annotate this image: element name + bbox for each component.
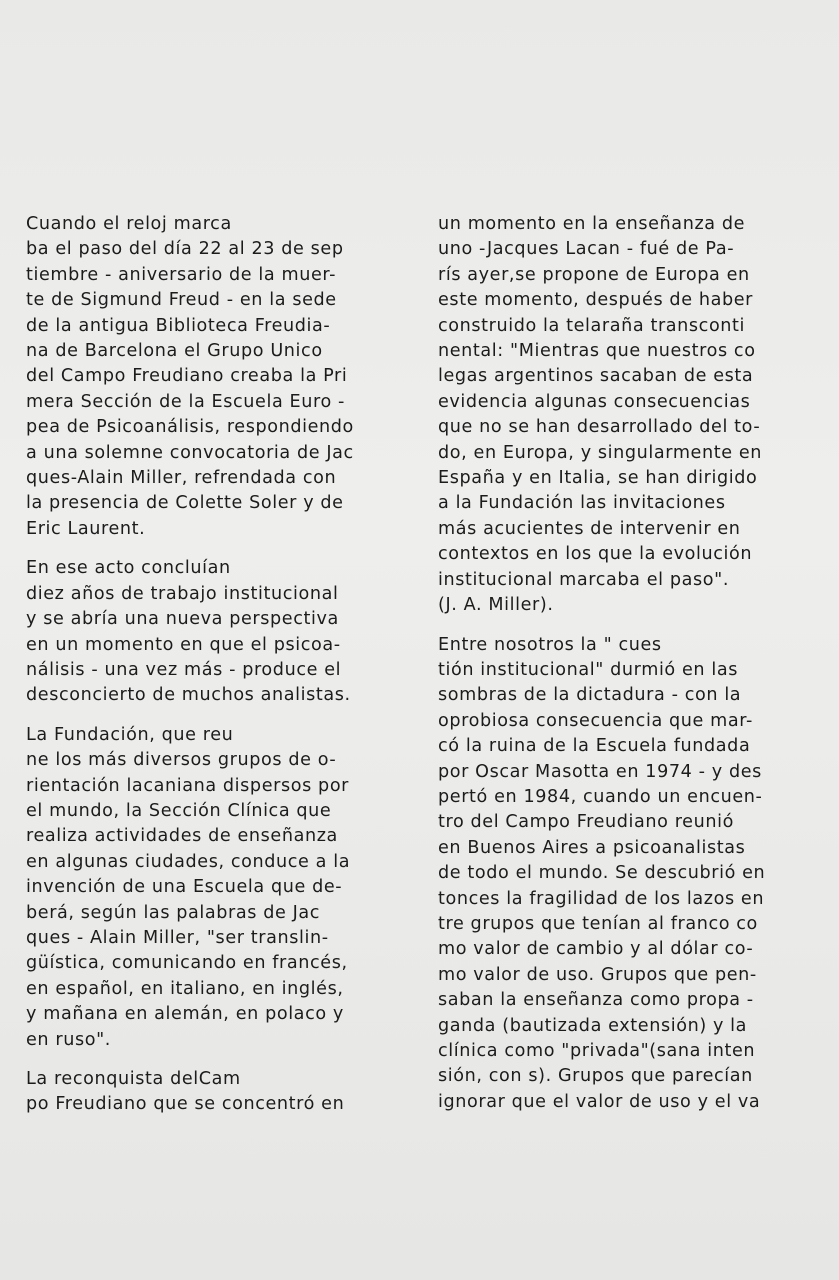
- paragraph-reconquista: La reconquista delCam po Freudiano que se concentró en: [26, 1069, 345, 1115]
- paragraph-fundacion: La Fundación, que reu ne los más diversos grupos de o- rientación lacaniana dispersos por el mundo, la Sección Clínica que realiza actividades de enseñanza en algunas ciudades, conduce a la invención de una Escuela que de- berá, según las palabras de Jac ques - Alain Miller, "ser translin- güística, comunicando en francés, en español, en italiano, en inglés, y mañana en alemán, en polaco y en ruso".: [26, 724, 351, 1050]
- paragraph-cuestion-institucional: Entre nosotros la " cues tión institucional" durmió en las sombras de la dictadura - con la oprobiosa consecuencia que mar- có la ruina de la Escuela fundada por Oscar Masotta en 1974 - y des pertó en 1984, cuando un encuen- tro del Campo Freudiano reunió en Buenos Aires a psicoanalistas de todo el mundo. Se descubrió en tonces la fragilidad de los lazos en tre grupos que tenían al franco co mo valor de cambio y al dólar co- mo valor de uso. Grupos que pen- saban la enseñanza como propa - ganda (bautizada extensión) y la clínica como "privada"(sana inten sión, con s). Grupos que parecían ignorar que el valor de uso y el va: [438, 634, 766, 1112]
- paragraph-ensenanza: un momento en la enseñanza de uno -Jacques Lacan - fué de Pa- rís ayer,se propone de Europa en este momento, después de haber construido la telaraña transconti nental: "Mientras que nuestros co legas argentinos sacaban de esta evidencia algunas consecuencias que no se han desarrollado del to- do, en Europa, y singularmente en España y en Italia, se han dirigido a la Fundación las invitaciones más acucientes de intervenir en contextos en los que la evolución institucional marcaba el paso". (J. A. Miller).: [438, 214, 763, 616]
- paragraph-reloj: Cuando el reloj marca ba el paso del día 22 al 23 de sep tiembre - aniversario de la muer- te de Sigmund Freud - en la sede de la antigua Biblioteca Freudia- na de Barcelona el Grupo Unico del Campo Freudiano creaba la Pri mera Sección de la Escuela Euro - pea de Psicoanálisis, respondiendo a una solemne convocatoria de Jac ques-Alain Miller, refrendada con la presencia de Colette Soler y de Eric Laurent.: [26, 214, 354, 539]
- right-text-column: [438, 212, 816, 1115]
- paragraph-acto: En ese acto concluían diez años de trabajo institucional y se abría una nueva perspectiva en un momento en que el psicoa- nálisis - una vez más - produce el desconcierto de muchos analistas.: [26, 558, 351, 706]
- left-text-column: [26, 212, 424, 1118]
